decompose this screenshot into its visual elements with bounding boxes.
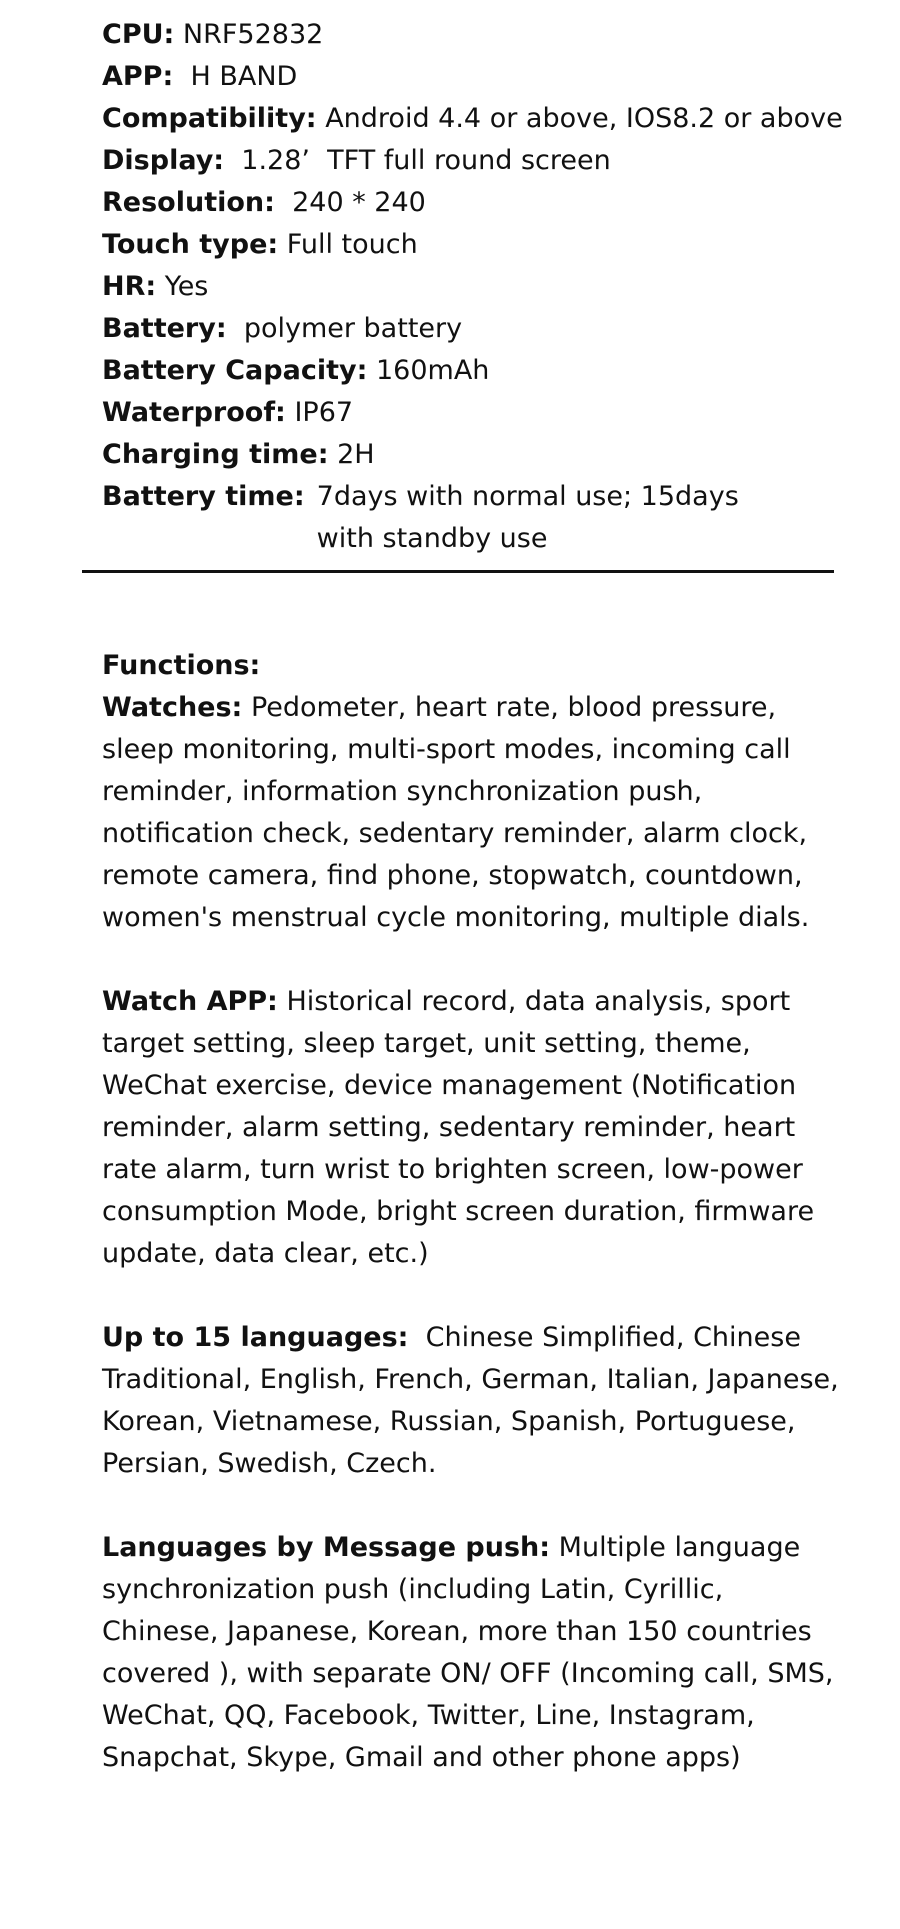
spec-value: 7days with normal use; 15days with standby use (316, 481, 739, 554)
spec-label: Display: (102, 145, 225, 176)
function-paragraph-watches (102, 687, 847, 939)
spec-label: Charging time: (102, 439, 329, 470)
function-paragraph-message-push (102, 1527, 847, 1779)
spec-charging-time (102, 434, 842, 476)
spec-value: 2H (337, 439, 375, 470)
functions-heading: Functions: (102, 650, 261, 681)
spec-value: H BAND (190, 61, 298, 92)
paragraph-text: Chinese Simplified, Chinese Traditional, English, French, German, Italian, Japanese, Korean, Vietnamese, Russian, Spanish, Portuguese, Persian, Swedish, Czech. (102, 1322, 856, 1479)
spec-value: 240 * 240 (292, 187, 426, 218)
spec-waterproof (102, 392, 842, 434)
spec-label: Battery: (102, 313, 227, 344)
spec-value: Full touch (286, 229, 418, 260)
spec-compatibility (102, 98, 842, 140)
spec-app (102, 56, 842, 98)
spec-label: Battery time: (102, 481, 305, 512)
spec-label: APP: (102, 61, 174, 92)
spec-label: Touch type: (102, 229, 279, 260)
spec-value: 160mAh (375, 355, 490, 386)
functions-section (102, 645, 856, 1821)
spec-value: NRF52832 (182, 19, 324, 50)
spec-value: IP67 (294, 397, 354, 428)
paragraph-label: Up to 15 languages: (102, 1322, 409, 1353)
spec-hr (102, 266, 842, 308)
spec-list (102, 14, 842, 560)
spec-label: HR: (102, 271, 157, 302)
paragraph-label: Watches: (102, 692, 243, 723)
spec-resolution (102, 182, 842, 224)
spec-label: Resolution: (102, 187, 275, 218)
spec-battery-time (102, 476, 842, 560)
function-paragraph-languages (102, 1317, 856, 1485)
spec-value: 1.28’ TFT full round screen (241, 145, 611, 176)
section-divider (82, 570, 834, 573)
paragraph-label: Watch APP: (102, 986, 278, 1017)
spec-cpu (102, 14, 842, 56)
spec-label: CPU: (102, 19, 175, 50)
paragraph-text: Historical record, data analysis, sport target setting, sleep target, unit setting, theme, WeChat exercise, device management (Notification reminder, alarm setting, sedentary reminder, heart rate alarm, turn wrist to brighten screen, low-power consumption Mode, bright screen duration, firmware update, data clear, etc.) (102, 986, 815, 1269)
paragraph-text: Multiple language synchronization push (including Latin, Cyrillic, Chinese, Japanese, Korean, more than 150 countries covered ), with separate ON/ OFF (Incoming call, SMS, WeChat, QQ, Facebook, Twitter, Line, Instagram, Snapchat, Skype, Gmail and other phone apps) (102, 1532, 834, 1773)
spec-display (102, 140, 842, 182)
function-paragraph-watch-app (102, 981, 847, 1275)
spec-label: Waterproof: (102, 397, 286, 428)
paragraph-label: Languages by Message push: (102, 1532, 551, 1563)
spec-value: Android 4.4 or above, IOS8.2 or above (325, 103, 843, 134)
spec-value: Yes (164, 271, 209, 302)
spec-battery (102, 308, 842, 350)
spec-label: Compatibility: (102, 103, 317, 134)
spec-touch-type (102, 224, 842, 266)
spec-value: polymer battery (243, 313, 463, 344)
spec-label: Battery Capacity: (102, 355, 368, 386)
spec-battery-capacity (102, 350, 842, 392)
paragraph-text: Pedometer, heart rate, blood pressure, sleep monitoring, multi-sport modes, incoming call reminder, information synchronization push, notification check, sedentary reminder, alarm clock, remote camera, find phone, stopwatch, countdown, women's menstrual cycle monitoring, multiple dials. (102, 692, 810, 933)
